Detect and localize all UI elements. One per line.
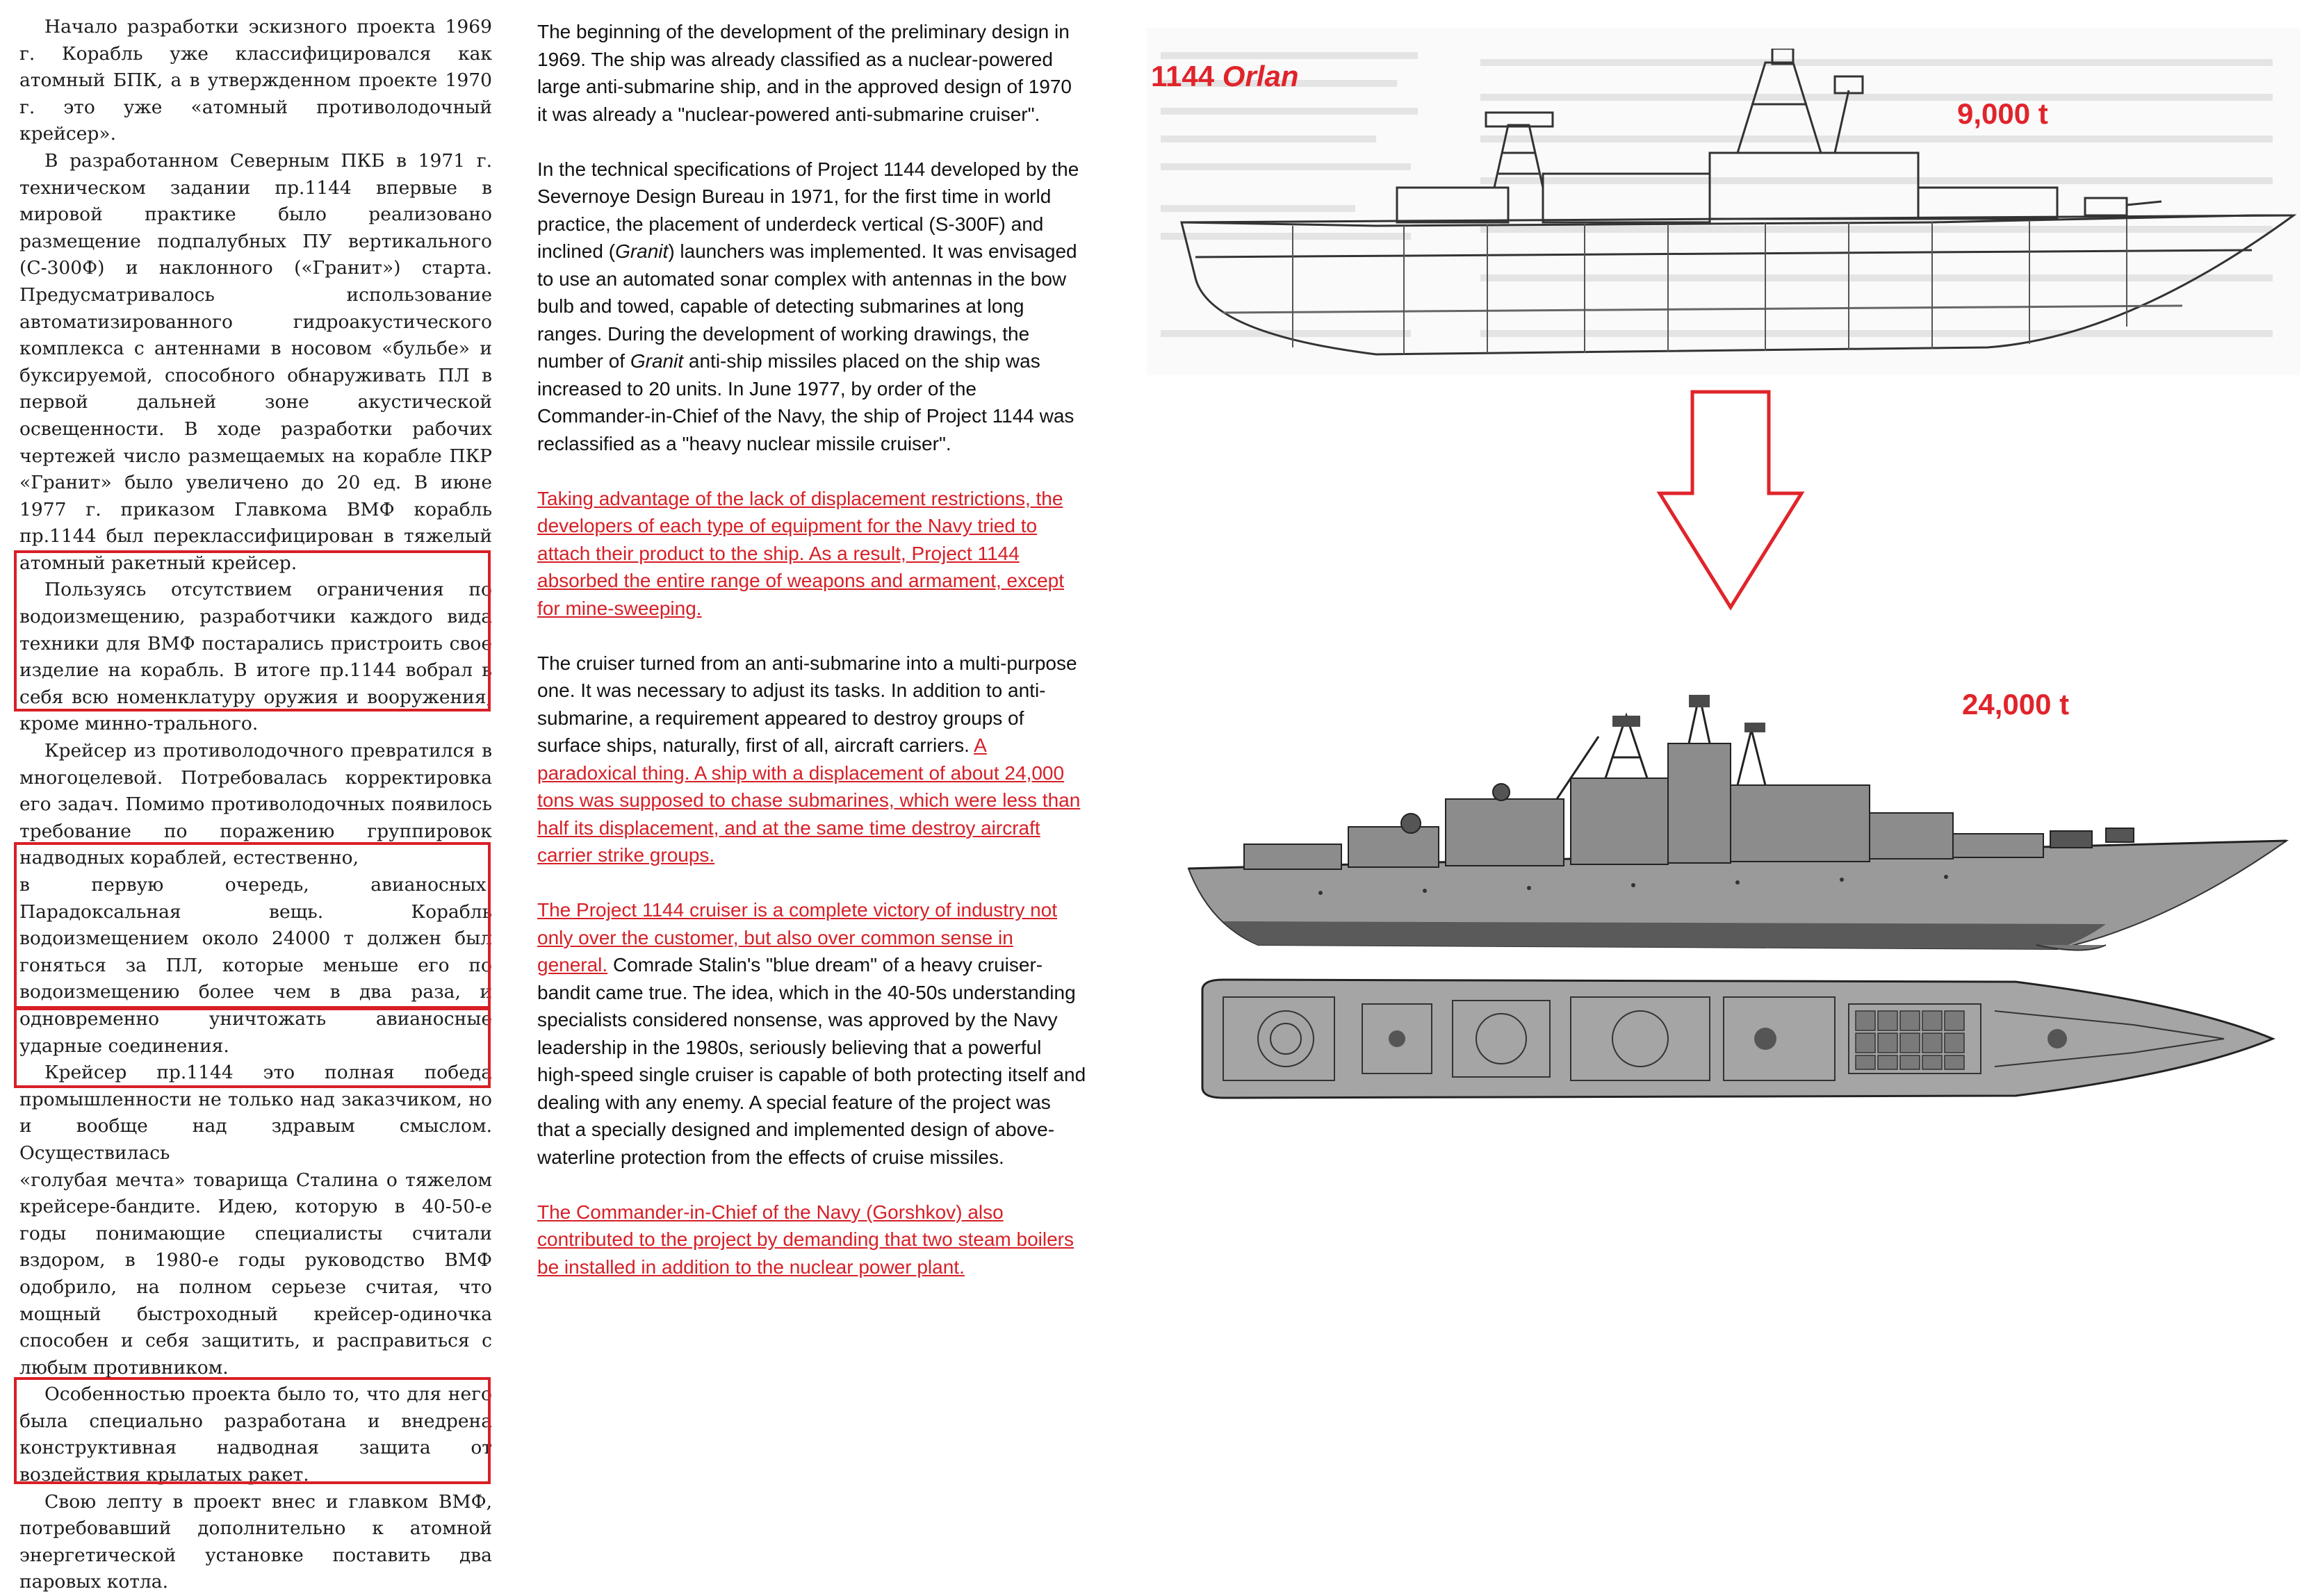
highlight-box-gorshkov xyxy=(14,1377,491,1484)
en-paragraph-5 xyxy=(537,896,1086,1171)
en-granit-term: Granit xyxy=(615,240,669,262)
ship-comparison-figure xyxy=(1126,0,2307,1181)
en-p2-part-c: anti-ship missiles placed on the ship was increased to 20 units. In June 1977, by order of the Commander-in-Chief of the Navy, the ship of Project 1144 was reclassified as a "heavy nuclear missile cruiser". xyxy=(537,350,1074,454)
ru-paragraph-5-continued: «голубая мечта» товарища Сталина о тяжелом крейсере-бандите. Идею, которую в 40-50-е годы понимающие специалисты считали вздором, в 1980-е годы руководство ВМФ одобрило, на полном серьезе считая, что мощный быстроходный крейсер-одиночка способен и себя защитить, и расправиться с любым противником. xyxy=(19,1169,492,1379)
down-arrow-icon xyxy=(1654,389,1807,611)
en-p2-part-a: In the technical specifications of Project 1144 developed by the Severnoye Design Bureau in 1971, for the first time in world practice, the placement of underdeck vertical (S-300F) and inclined ( xyxy=(537,158,1079,262)
english-translation-column xyxy=(537,18,1086,1308)
early-displacement-label: 9,000 t xyxy=(1957,97,2048,130)
final-design-side-profile xyxy=(1182,695,2294,959)
final-design-plan-view xyxy=(1195,976,2280,1101)
en-p5-part-b: Comrade Stalin's "blue dream" of a heavy cruiser-bandit came true. The idea, which in the 40-50s understanding specialists considered nonsense, was approved by the Navy leadership in the 1980s, seriously believing that a powerful high-speed single cruiser is capable of both protecting itself and dealing with any enemy. A special feature of the project was that a specially designed and implemented design of above-waterline protection from the effects of cruise missiles. xyxy=(537,954,1086,1168)
en-paragraph-3-highlight: Taking advantage of the lack of displacement restrictions, the developers of each type of equipment for the Navy tried to attach their product to the ship. As a result, Project 1144 absorbed the entire range of weapons and armament, except for mine-sweeping. xyxy=(537,487,1065,619)
ru-paragraph-7: Свою лепту в проект внес и главком ВМФ, потребовавший дополнительно к атомной энергетической установке поставить два паровых котла. xyxy=(19,1490,492,1593)
project-number: 1144 xyxy=(1151,60,1223,92)
early-design-ship-drawing xyxy=(1168,49,2307,375)
highlight-box-displacement xyxy=(14,550,491,711)
en-paragraph-1: The beginning of the development of the preliminary design in 1969. The ship was already classified as a nuclear-powered large anti-submarine ship, and in the approved design of 1970 it was already a "nuclear-powered anti-submarine cruiser". xyxy=(537,21,1072,125)
ru-paragraph-4: Крейсер из противолодочного превратился в многоцелевой. Потребовалась корректировка его задач. Помимо противолодочных появилось требование по поражению группировок надводных кораблей, естественно, xyxy=(19,740,492,869)
en-p5-highlight: The Project 1144 cruiser is a complete victory of industry not only over the customer, but also over common sense in general. xyxy=(537,899,1058,976)
ru-paragraph-2: В разработанном Северным ПКБ в 1971 г. техническом задании пр.1144 впервые в мировой практике было реализовано размещение подпалубных ПУ вертикального (С-300Ф) и наклонного («Гранит») старта. Предусматривалось использование автоматизированного гидроакустического комплекса с антеннами в носовом «бульбе» и буксируемой, способного обнаруживать ПЛ в первой дальней зоне акустической освещенности. В ходе разработки рабочих чертежей число размещаемых на корабле ПКР «Гранит» было увеличено до 20 ед. В июне 1977 г. приказом Главкома ВМФ корабль пр.1144 был переклассифицирован в тяжелый атомный ракетный крейсер. xyxy=(19,149,492,574)
ru-paragraph-4-continued: в первую очередь, авианосных. Парадоксальная вещь. Корабль водоизмещением около 24000 т должен был гоняться за ПЛ, которые меньше его по водоизмещению более чем в два раза, и одновременно уничтожать авианосные ударные соединения. xyxy=(19,874,492,1057)
en-paragraph-6-highlight: The Commander-in-Chief of the Navy (Gorshkov) also contributed to the project by demanding that two steam boilers be installed in addition to the nuclear power plant. xyxy=(537,1201,1074,1278)
ru-paragraph-6: Особенностью проекта было то, что для него была специально разработана и внедрена конструктивная надводная защита от воздействия крылатых ракет. xyxy=(19,1383,492,1486)
highlight-box-paradox xyxy=(14,842,491,1009)
ru-paragraph-5: Крейсер пр.1144 это полная победа промышленности не только над заказчиком, но и вообще над здравым смыслом. Осуществилась xyxy=(19,1062,492,1164)
project-name: Orlan xyxy=(1222,60,1299,92)
highlight-box-victory xyxy=(14,1007,491,1088)
final-displacement-label: 24,000 t xyxy=(1962,688,2070,721)
en-paragraph-2 xyxy=(537,156,1086,458)
russian-text-column xyxy=(19,14,492,1596)
en-p4-highlight: A paradoxical thing. A ship with a displacement of about 24,000 tons was supposed to chase submarines, which were less than half its displacement, and at the same time destroy aircraft carrier strike groups. xyxy=(537,734,1081,866)
ru-paragraph-3: Пользуясь отсутствием ограничения по водоизмещению, разработчики каждого вида техники для ВМФ постарались пристроить свое изделие на корабль. В итоге пр.1144 вобрал в себя всю номенклатуру оружия и вооружения, кроме минно-трального. xyxy=(19,579,492,735)
en-p2-part-b: ) launchers was implemented. It was envisaged to use an automated sonar complex with antennas in the bow bulb and towed, capable of detecting submarines at long ranges. During the development of working drawings, the number of xyxy=(537,240,1077,372)
ru-paragraph-1: Начало разработки эскизного проекта 1969 г. Корабль уже классифицировался как атомный БПК, а в утвержденном проекте 1970 г. это уже «атомный противолодочный крейсер». xyxy=(19,16,492,145)
en-paragraph-4 xyxy=(537,650,1086,869)
project-label xyxy=(1151,60,1299,93)
en-p4-part-a: The cruiser turned from an anti-submarine into a multi-purpose one. It was necessary to adjust its tasks. In addition to anti-submarine, a requirement appeared to destroy groups of surface ships, naturally, first of all, aircraft carriers. xyxy=(537,652,1077,756)
en-granit-term: Granit xyxy=(630,350,684,372)
